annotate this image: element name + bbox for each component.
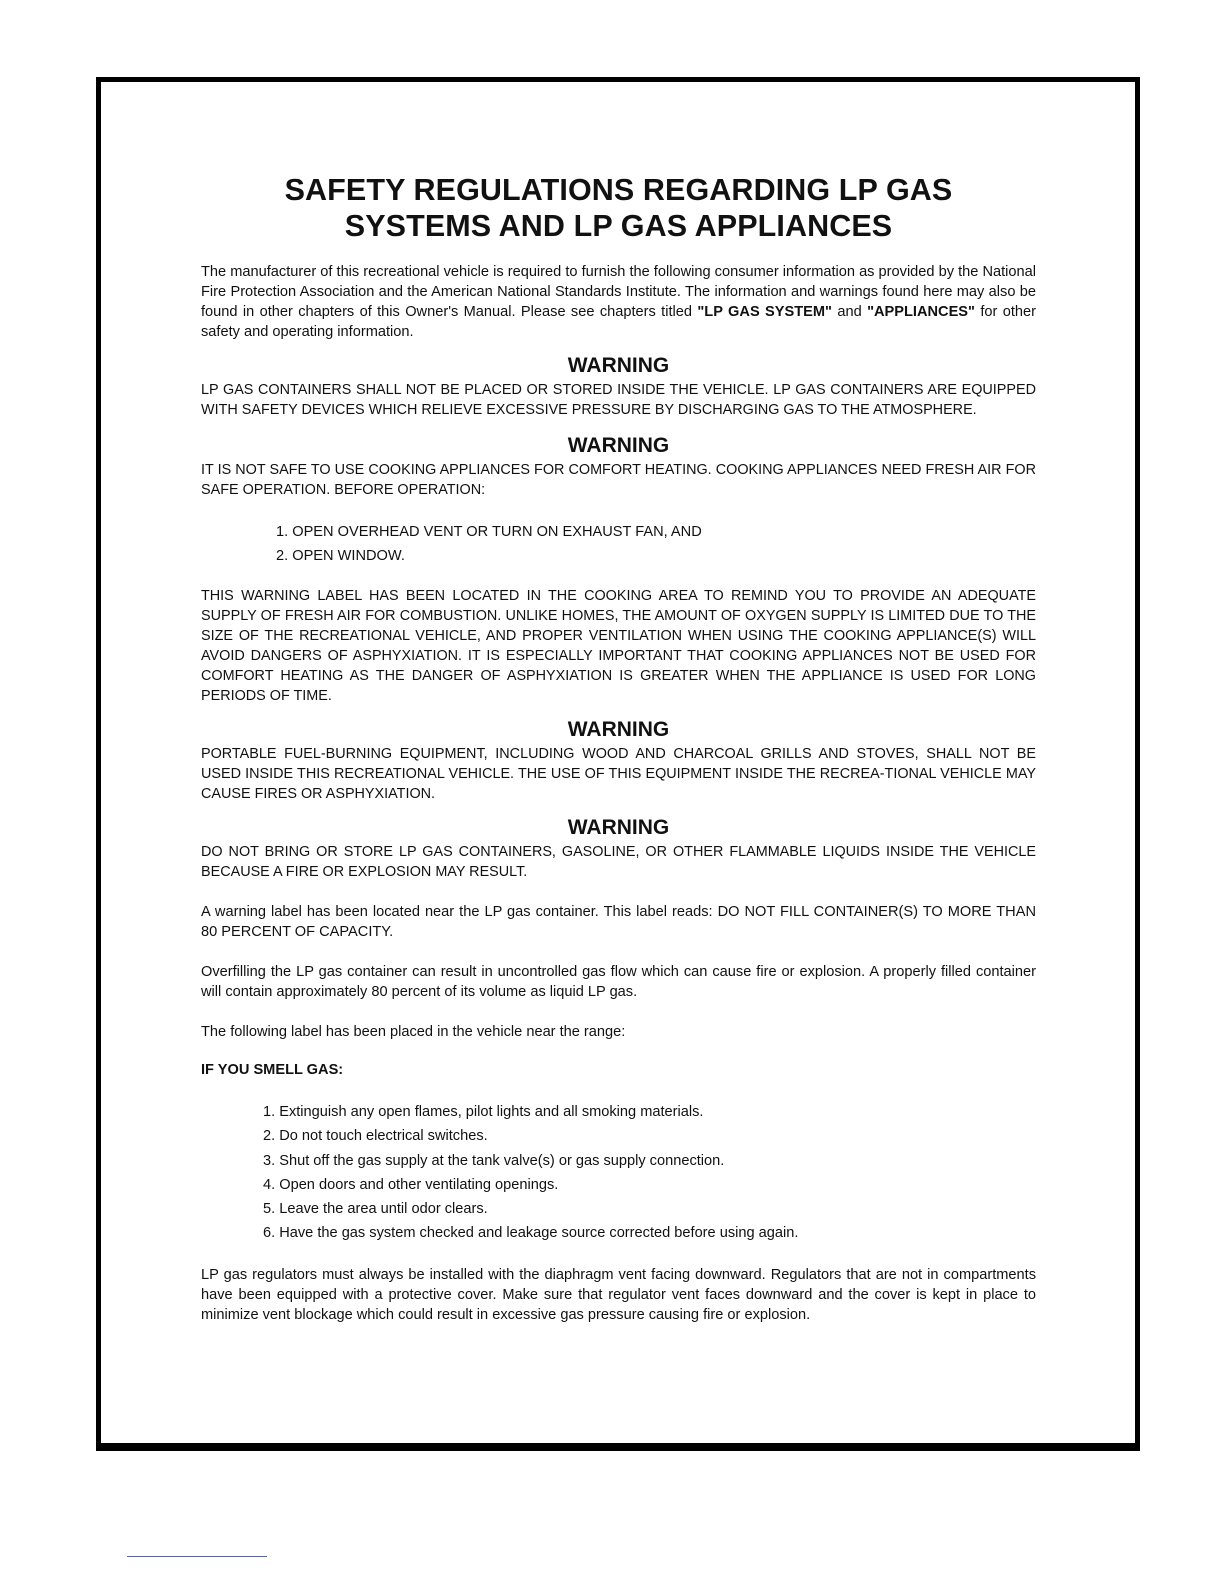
warning-heading-2: WARNING: [567, 434, 670, 457]
intro-paragraph: [201, 262, 1036, 342]
lp-gas-system-ref: "LP GAS SYSTEM": [697, 304, 832, 320]
smell-gas-heading: IF YOU SMELL GAS:: [201, 1062, 344, 1078]
regulator-note: LP gas regulators must always be installed with the diaphragm vent facing downward. Regulators that are not in compartments have been equipped with a protective cover. Make sure that regulator vent faces downward and the cover is kept in place to minimize vent blockage which could result in excessive gas pressure causing fire or explosion.: [201, 1267, 1036, 1324]
appliances-ref: "APPLIANCES": [867, 304, 975, 320]
overfill-note: Overfilling the LP gas container can result in uncontrolled gas flow which can cause fire or explosion. A properly filled container will contain approximately 80 percent of its volume as liquid LP gas.: [201, 964, 1036, 1000]
margin-line: [127, 1556, 267, 1557]
list-item: 2. Do not touch electrical switches.: [263, 1128, 488, 1145]
warning-heading-1: WARNING: [567, 354, 670, 377]
page-border: [96, 77, 1140, 1451]
smell-gas-steps: [263, 1102, 1036, 1243]
intro-text: The manufacturer of this recreational vehicle is required to furnish the following consumer information as provided by the National Fire Protection Association and the American National Standards Institute. The information and warnings found here may also be found in other chapters of this Owner's Manual. Please see chapters titled: [201, 264, 1036, 320]
warning-heading-4: WARNING: [567, 816, 670, 839]
warning-heading-3: WARNING: [567, 718, 670, 741]
list-item: 1. Extinguish any open flames, pilot lights and all smoking materials.: [263, 1104, 704, 1120]
list-item: 4. Open doors and other ventilating openings.: [263, 1176, 559, 1193]
title-line-2: SYSTEMS AND LP GAS APPLIANCES: [344, 209, 893, 243]
warning-2-label-text: THIS WARNING LABEL HAS BEEN LOCATED IN THE COOKING AREA TO REMIND YOU TO PROVIDE AN ADEQUATE SUPPLY OF FRESH AIR FOR COMBUSTION. UNLIKE HOMES, THE AMOUNT OF OXYGEN SUPPLY IS LIMITED DUE TO THE SIZE OF THE RECREATIONAL VEHICLE, AND PROPER VENTILATION WHEN USING THE COOKING APPLIANCE(S) WILL AVOID DANGERS OF ASPHYXIATION. IT IS ESPECIALLY IMPORTANT THAT COOKING APPLIANCES NOT BE USED FOR COMFORT HEATING AS THE DANGER OF ASPHYXIATION IS GREATER WHEN THE APPLIANCE IS USED FOR LONG PERIODS OF TIME.: [201, 588, 1036, 704]
warning-3-text: PORTABLE FUEL-BURNING EQUIPMENT, INCLUDING WOOD AND CHARCOAL GRILLS AND STOVES, SHALL NOT BE USED INSIDE THIS RECREATIONAL VEHICLE. THE USE OF THIS EQUIPMENT INSIDE THE RECREA-TIONAL VEHICLE MAY CAUSE FIRES OR ASPHYXIATION.: [201, 746, 1036, 802]
page-title: [201, 172, 1036, 244]
list-item: 2. OPEN WINDOW.: [276, 548, 405, 564]
title-line-1: SAFETY REGULATIONS REGARDING LP GAS: [284, 173, 953, 207]
intro-text-mid: and: [831, 304, 868, 320]
list-item: 1. OPEN OVERHEAD VENT OR TURN ON EXHAUST FAN, AND: [276, 524, 702, 540]
ventilation-steps: [276, 522, 1036, 566]
document-body: [201, 172, 1036, 1325]
warning-2-text: IT IS NOT SAFE TO USE COOKING APPLIANCES FOR COMFORT HEATING. COOKING APPLIANCES NEED FRESH AIR FOR SAFE OPERATION. BEFORE OPERATION:: [201, 462, 1036, 498]
warning-1-text: LP GAS CONTAINERS SHALL NOT BE PLACED OR STORED INSIDE THE VEHICLE. LP GAS CONTAINERS ARE EQUIPPED WITH SAFETY DEVICES WHICH RELIEVE EXCESSIVE PRESSURE BY DISCHARGING GAS TO THE ATMOSPHERE.: [201, 382, 1036, 418]
container-label-note: A warning label has been located near the LP gas container. This label reads: DO NOT FILL CONTAINER(S) TO MORE THAN 80 PERCENT OF CAPACITY.: [201, 904, 1036, 940]
warning-4-text: DO NOT BRING OR STORE LP GAS CONTAINERS, GASOLINE, OR OTHER FLAMMABLE LIQUIDS INSIDE THE VEHICLE BECAUSE A FIRE OR EXPLOSION MAY RESULT.: [201, 844, 1036, 880]
range-label-intro: The following label has been placed in the vehicle near the range:: [201, 1024, 626, 1040]
intro-text-end: for other safety and operating information.: [201, 304, 1037, 340]
list-item: 3. Shut off the gas supply at the tank valve(s) or gas supply connection.: [263, 1152, 725, 1169]
list-item: 6. Have the gas system checked and leakage source corrected before using again.: [263, 1225, 799, 1242]
list-item: 5. Leave the area until odor clears.: [263, 1201, 488, 1218]
